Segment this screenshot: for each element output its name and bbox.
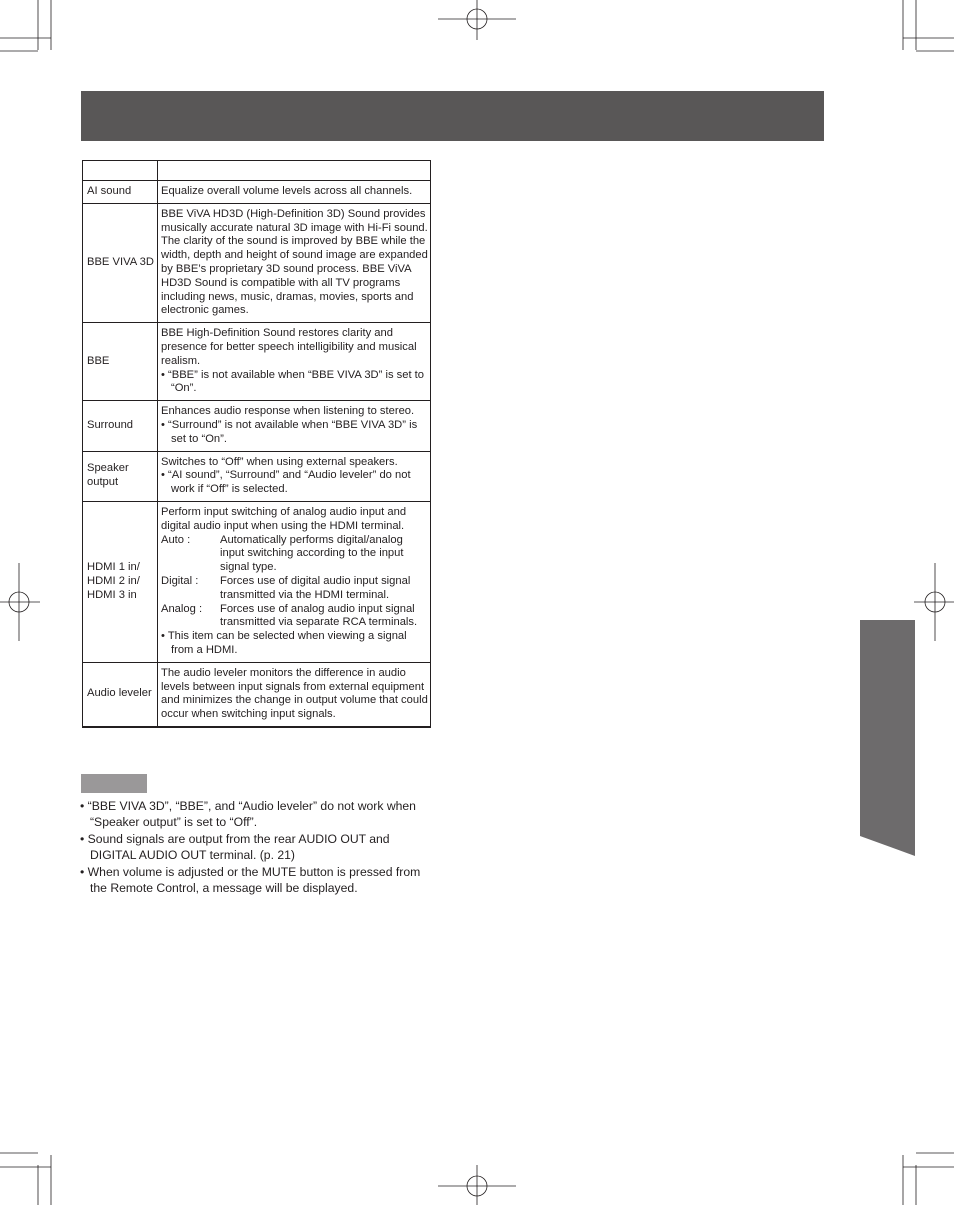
note-item: • Sound signals are output from the rear AUDIO OUT and DIGITAL AUDIO OUT terminal. (p. 21) [80,831,436,863]
table-row [83,203,431,322]
side-index-tab [860,620,915,856]
row-item-label: Speaker output [83,451,158,501]
notes-list [80,798,436,897]
row-item-label: Surround [83,401,158,451]
note-label [81,774,147,793]
table-row [83,401,431,451]
option-digital: Digital : Forces use of digital audio input signal transmitted via the HDMI terminal. [161,574,411,601]
row-description: The audio leveler monitors the difference in audio levels between input signals from external equipment and minimizes the change in output volume that could occur when switching input signals. [158,662,431,727]
row-bullet: • This item can be selected when viewing a signal from a HDMI. [161,630,428,658]
table-row [83,181,431,204]
table-header-description [158,161,431,181]
option-auto: Auto : Automatically performs digital/analog input switching according to the input signal type. [161,533,404,574]
row-description: Equalize overall volume levels across all channels. [158,181,431,204]
section-header-bar [81,91,824,141]
table-row [83,662,431,727]
row-item-label: Audio leveler [83,662,158,727]
row-description: Enhances audio response when listening to stereo. • “Surround” is not available when “BBE VIVA 3D” is set to “On”. [158,401,431,451]
note-item: • When volume is adjusted or the MUTE button is pressed from the Remote Control, a message will be displayed. [80,864,436,896]
row-description: BBE High-Definition Sound restores clarity and presence for better speech intelligibility and musical realism. • “BBE” is not available when “BBE VIVA 3D” is set to “On”. [158,323,431,401]
row-item-label: AI sound [83,181,158,204]
table-row [83,501,431,662]
table-header-row [83,161,431,181]
row-item-label: HDMI 1 in/ HDMI 2 in/ HDMI 3 in [83,501,158,662]
row-description: BBE ViVA HD3D (High-Definition 3D) Sound provides musically accurate natural 3D image with Hi-Fi sound. The clarity of the sound is improved by BBE while the width, depth and height of sound image are expanded by BBE’s proprietary 3D sound process. BBE ViVA HD3D Sound is compatible with all TV programs including news, music, dramas, movies, sports and electronic games. [158,203,431,322]
table-row [83,451,431,501]
row-item-label: BBE VIVA 3D [83,203,158,322]
table-row [83,323,431,401]
row-bullet: • “AI sound”, “Surround” and “Audio leveler” do not work if “Off” is selected. [161,469,428,497]
table-header-item [83,161,158,181]
option-analog: Analog : Forces use of analog audio input signal transmitted via separate RCA terminals. [161,602,418,629]
row-bullet: • “Surround” is not available when “BBE VIVA 3D” is set to “On”. [161,419,428,447]
row-bullet: • “BBE” is not available when “BBE VIVA 3D” is set to “On”. [161,369,428,397]
note-item: • “BBE VIVA 3D”, “BBE”, and “Audio leveler” do not work when “Speaker output” is set to “Off”. [80,798,436,830]
sound-settings-table [82,160,431,728]
row-description: Switches to “Off” when using external speakers. • “AI sound”, “Surround” and “Audio leveler” do not work if “Off” is selected. [158,451,431,501]
row-description: Perform input switching of analog audio input and digital audio input when using the HDMI terminal. Auto : Automatically performs digital/analog input switching according to the input signal type. Digital : Forces use of digital audio input signal transmitted via the HDMI terminal. Analog : Forces use of analog audio input signal transmitted via separate RCA terminals. • This item can be selected when viewing a signal from a HDMI. [158,501,431,662]
row-item-label: BBE [83,323,158,401]
